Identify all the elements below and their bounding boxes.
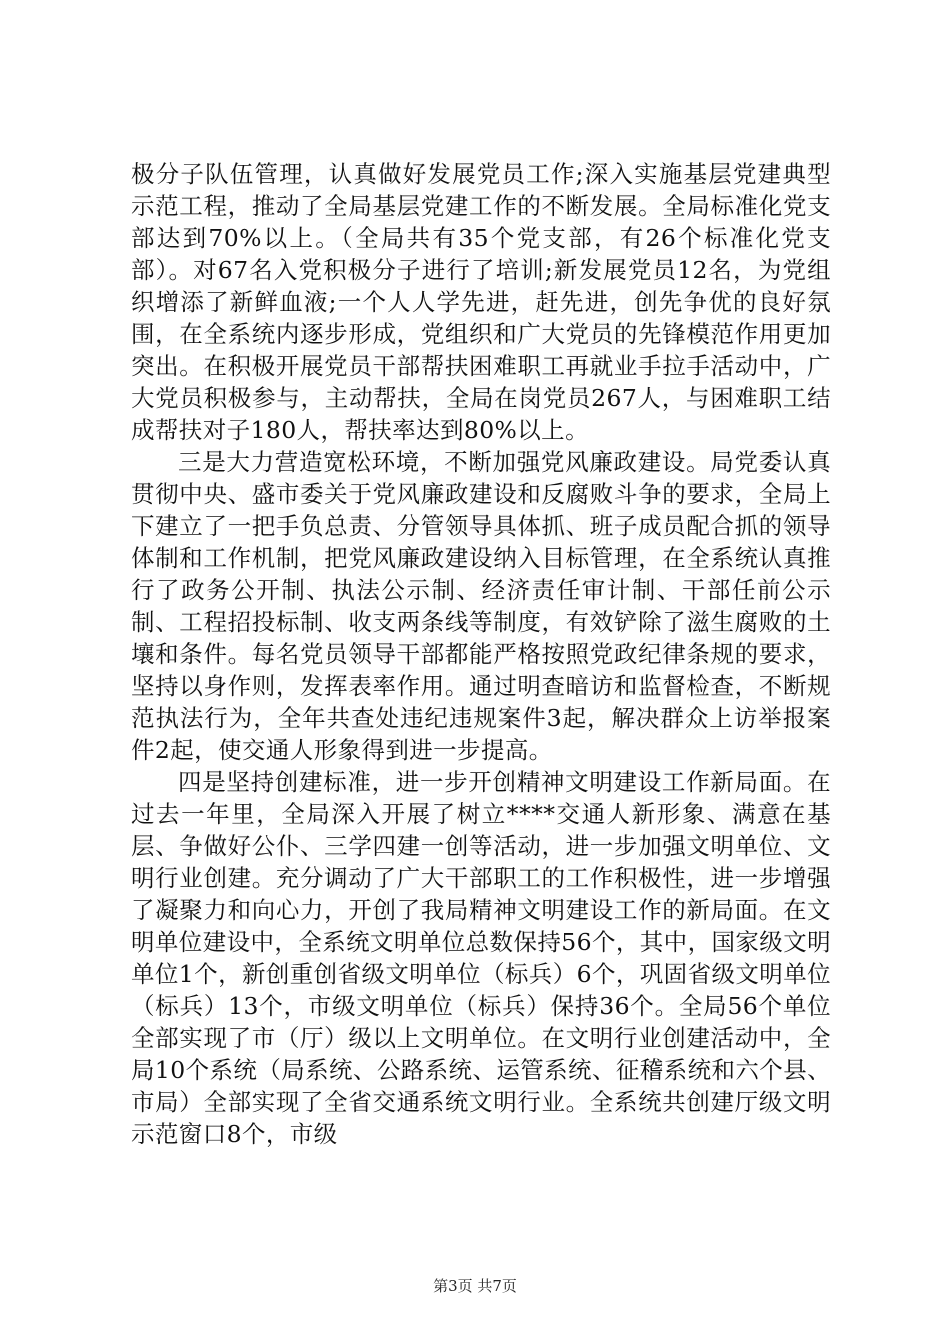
document-body xyxy=(131,158,831,1150)
paragraph-point-three: 三是大力营造宽松环境，不断加强党风廉政建设。局党委认真贯彻中央、盛市委关于党风廉政建设和反腐败斗争的要求，全局上下建立了一把手负总责、分管领导具体抓、班子成员配合抓的领导体制和工作机制，把党风廉政建设纳入目标管理，在全系统认真推行了政务公开制、执法公示制、经济责任审计制、干部任前公示制、工程招投标制、收支两条线等制度，有效铲除了滋生腐败的土壤和条件。每名党员领导干部都能严格按照党政纪律条规的要求，坚持以身作则，发挥表率作用。通过明查暗访和监督检查，不断规范执法行为，全年共查处违纪违规案件3起，解决群众上访举报案件2起，使交通人形象得到进一步提高。 xyxy=(131,448,831,764)
paragraph-continuation: 极分子队伍管理，认真做好发展党员工作;深入实施基层党建典型示范工程，推动了全局基层党建工作的不断发展。全局标准化党支部达到70%以上。（全局共有35个党支部，有26个标准化党支部）。对67名入党积极分子进行了培训;新发展党员12名，为党组织增添了新鲜血液;一个人人学先进，赶先进，创先争优的良好氛围，在全系统内逐步形成，党组织和广大党员的先锋模范作用更加突出。在积极开展党员干部帮扶困难职工再就业手拉手活动中，广大党员积极参与，主动帮扶，全局在岗党员267人，与困难职工结成帮扶对子180人，帮扶率达到80%以上。 xyxy=(131,160,831,444)
page-number-footer: 第3页 共7页 xyxy=(433,1277,517,1295)
paragraph-point-four: 四是坚持创建标准，进一步开创精神文明建设工作新局面。在过去一年里，全局深入开展了树立****交通人新形象、满意在基层、争做好公仆、三学四建一创等活动，进一步加强文明单位、文明行业创建。充分调动了广大干部职工的工作积极性，进一步增强了凝聚力和向心力，开创了我局精神文明建设工作的新局面。在文明单位建设中，全系统文明单位总数保持56个，其中，国家级文明单位1个，新创重创省级文明单位（标兵）6个，巩固省级文明单位（标兵）13个，市级文明单位（标兵）保持36个。全局56个单位全部实现了市（厅）级以上文明单位。在文明行业创建活动中，全局10个系统（局系统、公路系统、运管系统、征稽系统和六个县、市局）全部实现了全省交通系统文明行业。全系统共创建厅级文明示范窗口8个，市级 xyxy=(131,768,831,1148)
